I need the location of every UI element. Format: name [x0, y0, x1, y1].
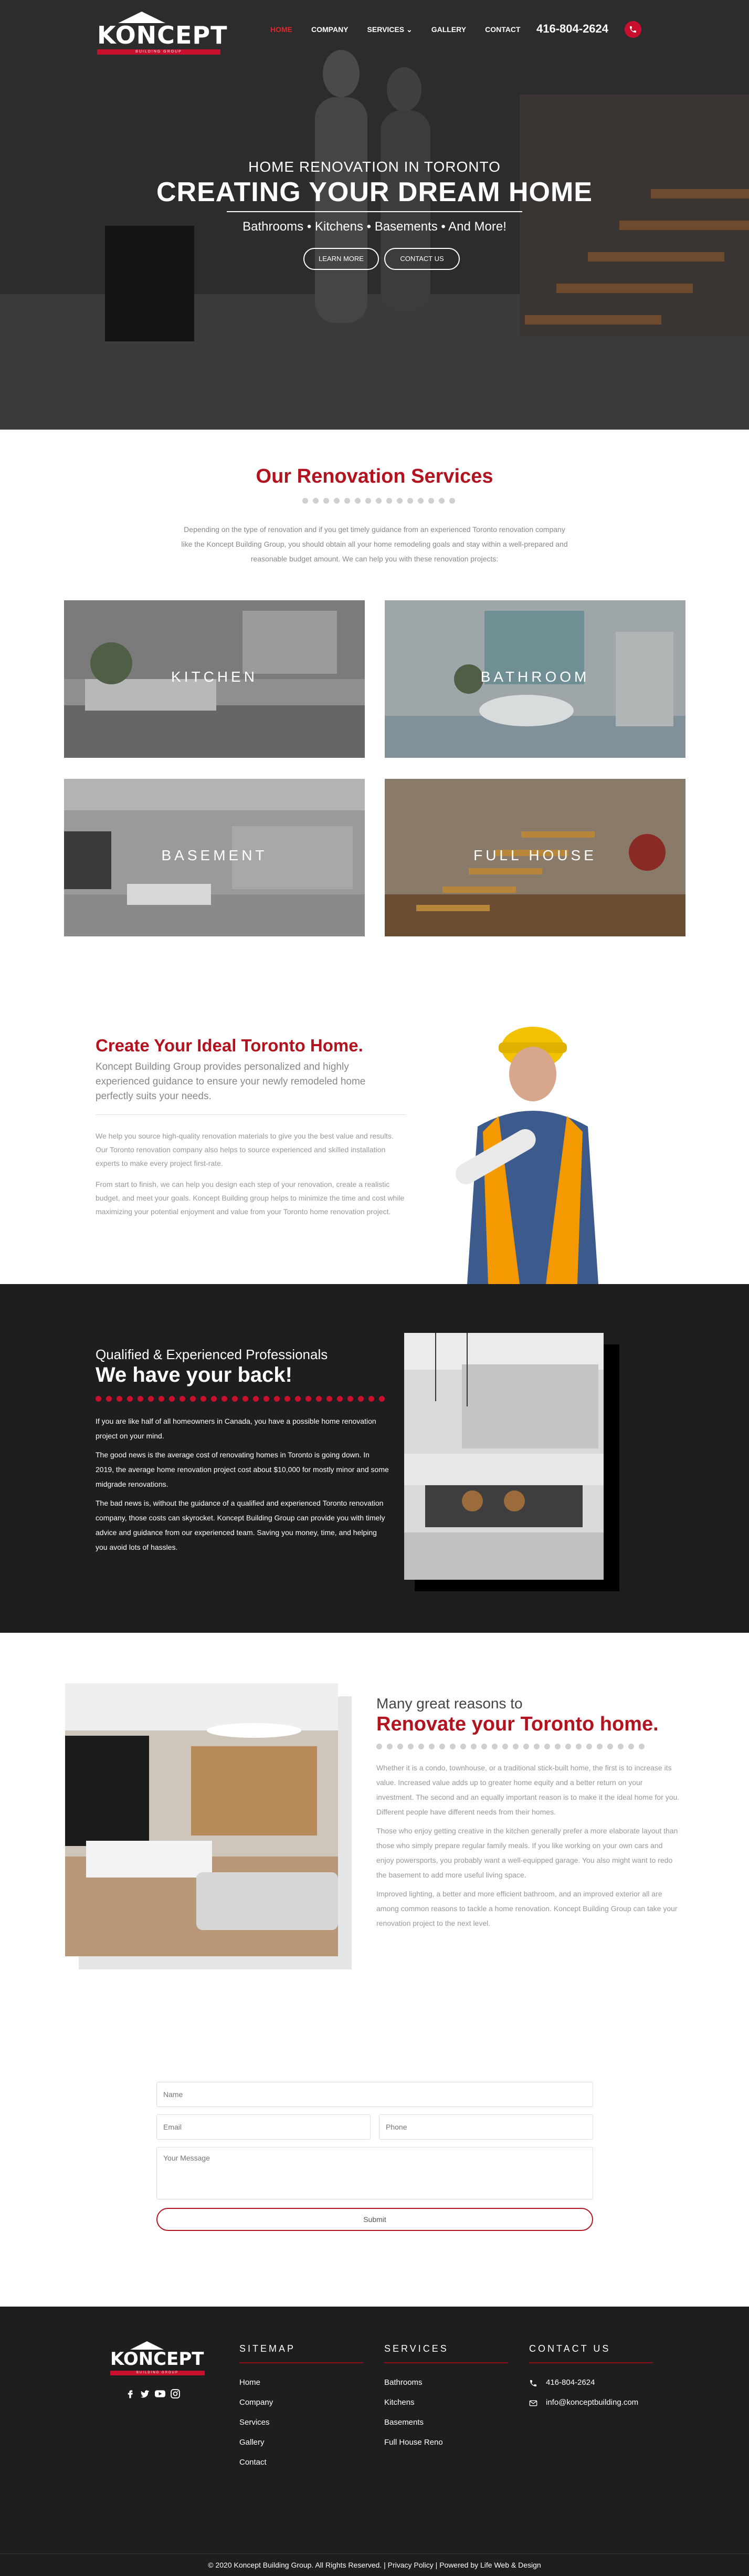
- service-label-basement: BASEMENT: [161, 847, 268, 863]
- footer-link-basements[interactable]: Basements: [384, 2418, 424, 2427]
- experience-subtitle: Qualified & Experienced Professionals: [96, 1347, 328, 1362]
- message-textarea[interactable]: [156, 2147, 593, 2199]
- logo-text: KONCEPT: [97, 21, 228, 49]
- nav-item-gallery[interactable]: GALLERY: [431, 25, 467, 34]
- experience-paragraph-3: The bad news is, without the guidance of a qualified and experienced Toronto renovation company, those costs can skyrocket. Koncept Building Group can provide you with timely advice and guidance from our experienced team. Saving you money, time, and helping you avoid lots of hassles.: [96, 1499, 385, 1551]
- footer-services-title: SERVICES: [384, 2343, 449, 2354]
- footer-sitemap-title: SITEMAP: [239, 2343, 296, 2354]
- service-label-kitchen: KITCHEN: [171, 669, 258, 685]
- hero-subtitle: HOME RENOVATION IN TORONTO: [248, 159, 501, 175]
- footer-link-gallery[interactable]: Gallery: [239, 2438, 265, 2447]
- service-card-full-house[interactable]: [385, 779, 685, 936]
- hero-section: [0, 0, 749, 430]
- logo-subtext: BUILDING GROUP: [97, 49, 220, 55]
- email-input[interactable]: [156, 2114, 371, 2140]
- footer-link-services[interactable]: Services: [239, 2418, 270, 2427]
- services-intro: Depending on the type of renovation and if you get timely guidance from an experienced Toronto renovation company like the Koncept Building Group, you should obtain all your home remodeling goals and stay within a well-prepared and reasonable budget amount. We can help you with these renovation projects:: [181, 525, 568, 563]
- footer-link-kitchens[interactable]: Kitchens: [384, 2398, 415, 2407]
- footer-link-home[interactable]: Home: [239, 2378, 261, 2387]
- twitter-icon[interactable]: [140, 2389, 150, 2399]
- phone-input[interactable]: [379, 2114, 593, 2140]
- create-paragraph-1: We help you source high-quality renovation materials to give you the best value and results. Our Toronto renovation company also helps to source experienced and skilled installation experts to make every project first-rate.: [96, 1132, 394, 1167]
- nav-item-home[interactable]: HOME: [270, 25, 292, 34]
- reasons-dots-divider: [376, 1744, 645, 1749]
- footer-logo[interactable]: [110, 2341, 205, 2378]
- instagram-icon[interactable]: [170, 2389, 181, 2399]
- footer-link-full-house-reno[interactable]: Full House Reno: [384, 2438, 443, 2447]
- create-lead: Koncept Building Group provides personalized and highly experienced guidance to ensure your newly remodeled home perfectly suits your needs.: [96, 1061, 366, 1102]
- contractor-image: [430, 1011, 630, 1284]
- phone-icon[interactable]: [625, 21, 641, 38]
- footer-email[interactable]: info@konceptbuilding.com: [546, 2398, 639, 2407]
- hero-background-image: [0, 0, 749, 430]
- reasons-paragraph-1: Whether it is a condo, townhouse, or a traditional stick-built home, the first is to increase its value. Increased value adds up to greater home equity and a better return on your investment. The second and an equally important reason is to make it the ideal home for you. Different people have different needs from their homes.: [376, 1764, 680, 1816]
- footer-logo-subtext: BUILDING GROUP: [110, 2371, 205, 2375]
- reasons-paragraph-3: Improved lighting, a better and more efficient bathroom, and an improved exterior all are among common reasons to tackle a home renovation. Koncept Building Group can take your renovation project to the next level.: [376, 1890, 678, 1927]
- main-navigation: [0, 0, 749, 59]
- footer-sitemap-rule: [239, 2362, 363, 2363]
- create-title: Create Your Ideal Toronto Home.: [96, 1036, 363, 1055]
- youtube-icon[interactable]: [154, 2389, 166, 2399]
- submit-button[interactable]: Submit: [156, 2208, 593, 2231]
- footer-phone[interactable]: 416-804-2624: [546, 2378, 595, 2387]
- footer-services-rule: [384, 2362, 508, 2363]
- services-title: Our Renovation Services: [256, 465, 493, 487]
- nav-item-services-label: SERVICES: [367, 25, 405, 34]
- experience-dots-divider: [96, 1396, 385, 1402]
- koncept-logo[interactable]: [97, 12, 228, 54]
- hero-divider: [227, 211, 522, 212]
- footer-divider: [0, 2553, 749, 2554]
- nav-links: [270, 25, 520, 34]
- create-divider: [96, 1114, 406, 1115]
- header-phone-number[interactable]: 416-804-2624: [536, 22, 609, 35]
- footer-link-bathrooms[interactable]: Bathrooms: [384, 2378, 423, 2387]
- service-label-bathroom: BATHROOM: [480, 669, 590, 685]
- service-card-bathroom[interactable]: [385, 600, 685, 758]
- reasons-title: Renovate your Toronto home.: [376, 1713, 659, 1735]
- facebook-icon[interactable]: [125, 2389, 135, 2399]
- service-card-kitchen[interactable]: [64, 600, 365, 758]
- name-input[interactable]: [156, 2082, 593, 2107]
- create-paragraph-2: From start to finish, we can help you design each step of your renovation, create a realistic budget, and meet your goals. Koncept Building group helps to minimize the time and cost while maximizing your potential enjoyment and value from your Toronto home renovation project.: [96, 1180, 405, 1216]
- experience-title: We have your back!: [96, 1363, 292, 1386]
- reasons-subtitle: Many great reasons to: [376, 1695, 523, 1712]
- footer-contact-rule: [529, 2362, 653, 2363]
- footer-link-contact[interactable]: Contact: [239, 2458, 267, 2467]
- hero-title: CREATING YOUR DREAM HOME: [156, 177, 593, 207]
- living-room-photo: [65, 1683, 338, 1956]
- footer-contact-title: CONTACT US: [529, 2343, 611, 2354]
- contact-us-button[interactable]: CONTACT US: [384, 248, 460, 270]
- chevron-down-icon: ⌄: [406, 25, 413, 34]
- services-dots-divider: [302, 498, 455, 504]
- hero-tagline: Bathrooms • Kitchens • Basements • And More!: [242, 220, 507, 234]
- footer-link-company[interactable]: Company: [239, 2398, 273, 2407]
- kitchen-photo: [404, 1333, 604, 1580]
- nav-item-services[interactable]: [367, 25, 413, 34]
- experience-paragraph-2: The good news is the average cost of renovating homes in Toronto is going down. In 2019, the average home renovation project cost about $10,000 for mostly minor and some midgrade renovations.: [96, 1451, 389, 1488]
- service-card-basement[interactable]: [64, 779, 365, 936]
- footer-logo-text: KONCEPT: [110, 2349, 204, 2370]
- envelope-icon: [529, 2399, 537, 2407]
- learn-more-button[interactable]: LEARN MORE: [303, 248, 379, 270]
- experience-paragraph-1: If you are like half of all homeowners in Canada, you have a possible home renovation project on your mind.: [96, 1417, 376, 1440]
- reasons-paragraph-2: Those who enjoy getting creative in the kitchen generally prefer a more elaborate layout than those who simply prepare regular family meals. If you like working on your own cars and enjoy powersports, you probably want a well-equipped garage. You also might want to redo the basement to add more useful living space.: [376, 1827, 678, 1879]
- phone-icon: [529, 2379, 537, 2387]
- service-label-full-house: FULL HOUSE: [473, 847, 597, 863]
- copyright-text: © 2020 Koncept Building Group. All Rights Reserved. | Privacy Policy | Powered by Life Web & Design: [208, 2561, 541, 2569]
- nav-item-company[interactable]: COMPANY: [311, 25, 349, 34]
- social-links: [125, 2389, 181, 2399]
- nav-item-contact[interactable]: CONTACT: [485, 25, 521, 34]
